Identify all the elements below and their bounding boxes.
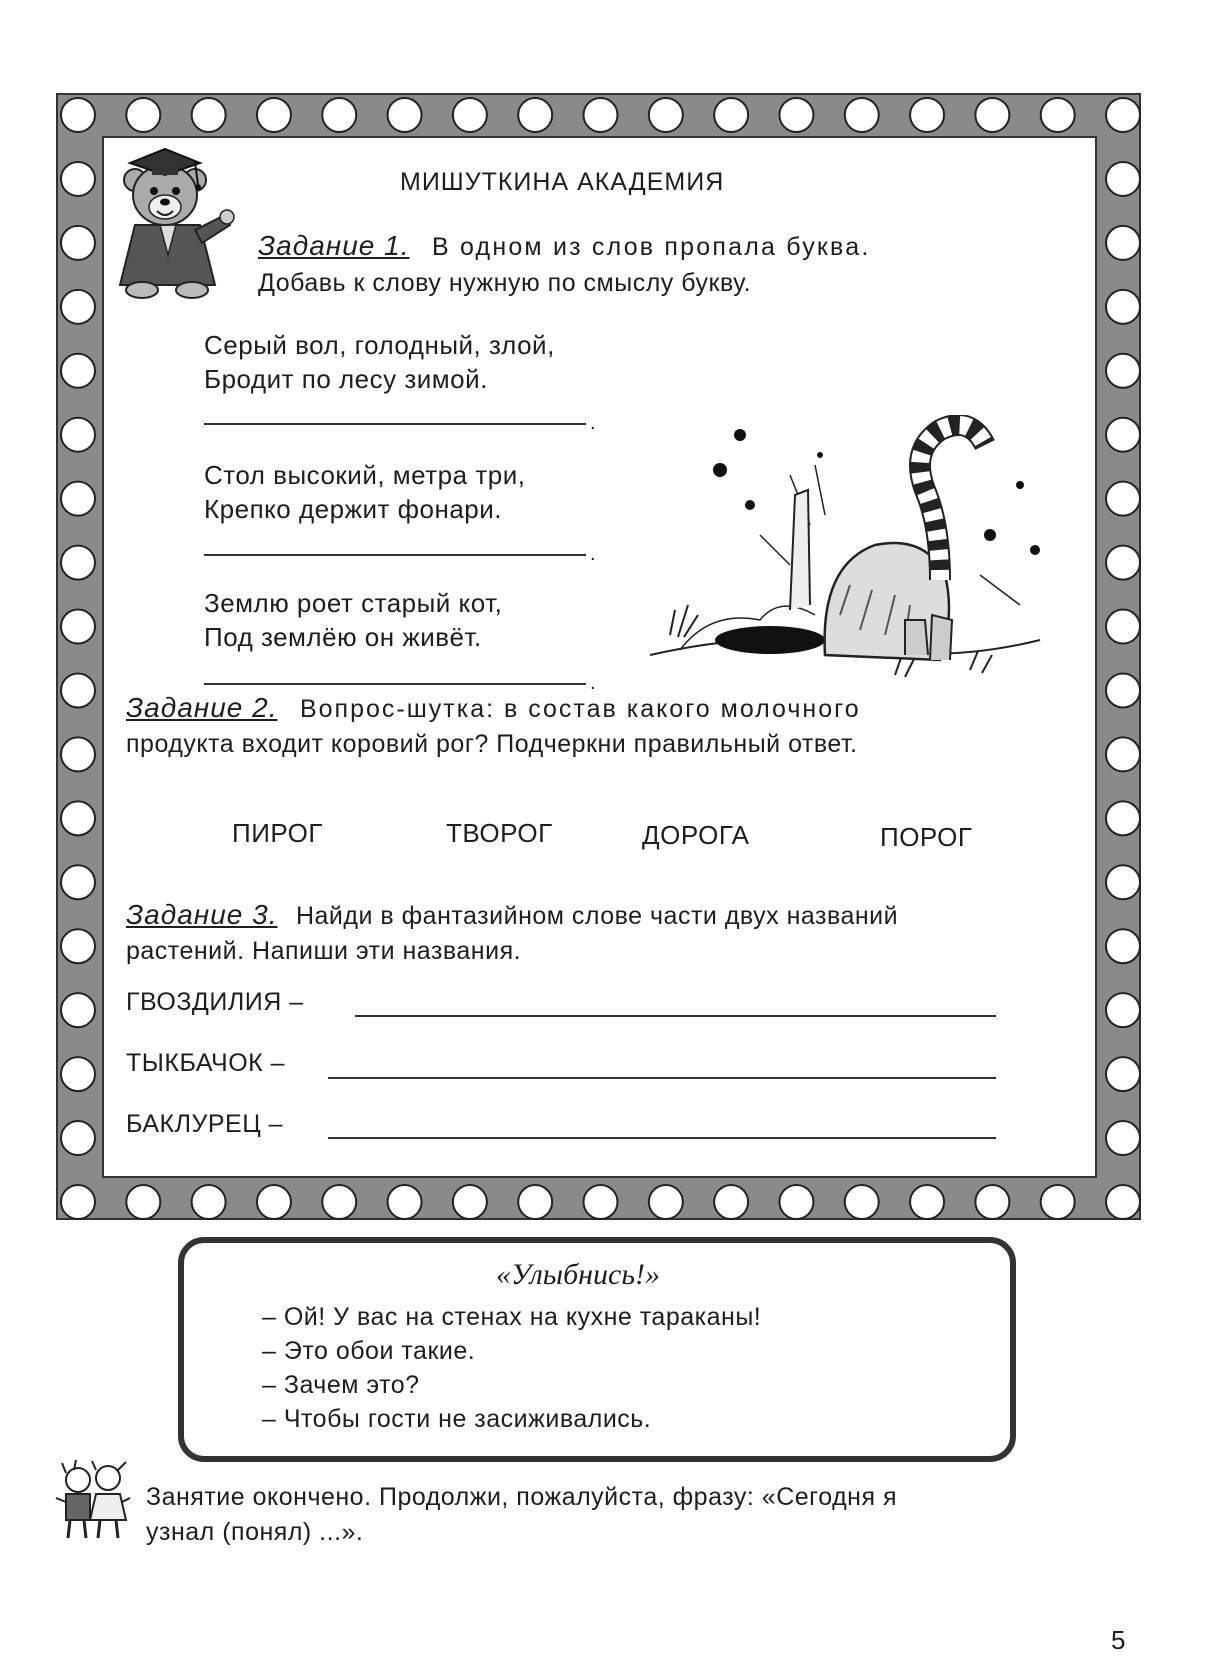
frame-dot	[1106, 865, 1140, 899]
word-baklurets: БАКЛУРЕЦ –	[126, 1110, 284, 1138]
frame-dot	[1106, 1121, 1140, 1155]
frame-dot	[518, 1185, 552, 1219]
frame-dot	[1106, 673, 1140, 707]
frame-dot	[1041, 98, 1075, 132]
cat-digging-illustration	[640, 415, 1060, 700]
frame-dot	[61, 929, 95, 963]
frame-dot	[845, 1185, 879, 1219]
frame-dot	[518, 98, 552, 132]
frame-dot	[1106, 610, 1140, 644]
frame-dot	[61, 993, 95, 1027]
poem-1-line1: Серый вол, голодный, злой,	[204, 330, 555, 360]
frame-dot	[779, 98, 813, 132]
frame-dot	[1106, 418, 1140, 452]
task2-text-line2: продукта входит коровий рог? Подчеркни правильный ответ.	[126, 730, 858, 758]
frame-dot	[192, 98, 226, 132]
joke-line-4: – Чтобы гости не засиживались.	[262, 1405, 652, 1433]
frame-dot	[126, 98, 160, 132]
frame-dot	[910, 98, 944, 132]
frame-dot	[61, 737, 95, 771]
frame-dot	[1106, 98, 1140, 132]
bear-graduate-illustration	[100, 135, 235, 305]
frame-dot	[1106, 1057, 1140, 1091]
answer-line-1[interactable]	[204, 423, 586, 425]
frame-dot	[388, 98, 422, 132]
poem-2	[204, 458, 525, 526]
frame-dot	[1106, 737, 1140, 771]
frame-dot	[910, 1185, 944, 1219]
frame-dot	[61, 673, 95, 707]
task3-label: Задание 3.	[126, 899, 278, 930]
task1-label: Задание 1.	[258, 230, 410, 261]
joke-dialog	[262, 1300, 761, 1436]
answer-line-3-end: .	[590, 672, 596, 694]
frame-dot	[1106, 929, 1140, 963]
option-porog[interactable]: ПОРОГ	[880, 822, 973, 852]
task1-header	[258, 230, 1058, 264]
poem-2-line2: Крепко держит фонари.	[204, 494, 503, 524]
option-tvorog[interactable]: ТВОРОГ	[446, 818, 553, 848]
frame-dot	[845, 98, 879, 132]
frame-dot	[61, 162, 95, 196]
frame-dot	[61, 354, 95, 388]
poem-3	[204, 586, 502, 654]
frame-dot	[714, 1185, 748, 1219]
poem-2-line1: Стол высокий, метра три,	[204, 460, 526, 490]
page-number: 5	[1111, 1625, 1126, 1655]
frame-dot	[61, 546, 95, 580]
answer-line-gvozdiliya[interactable]	[355, 1015, 996, 1017]
joke-line-1: – Ой! У вас на стенах на кухне тараканы!	[262, 1303, 762, 1331]
frame-dot	[61, 290, 95, 324]
footer-line-2: узнал (понял) ...».	[146, 1518, 364, 1546]
frame-dot	[1106, 993, 1140, 1027]
frame-dot	[584, 98, 618, 132]
joke-title: «Улыбнись!»	[496, 1258, 661, 1291]
task3-text-line2: растений. Напиши эти названия.	[126, 937, 522, 965]
frame-dot	[1106, 162, 1140, 196]
frame-dot	[453, 1185, 487, 1219]
answer-line-2[interactable]	[204, 554, 586, 556]
frame-dot	[61, 418, 95, 452]
frame-dot	[61, 801, 95, 835]
frame-dot	[61, 1121, 95, 1155]
frame-dot	[714, 98, 748, 132]
frame-dot	[453, 98, 487, 132]
frame-dot	[1106, 1185, 1140, 1219]
frame-dot	[61, 1057, 95, 1091]
frame-dot	[388, 1185, 422, 1219]
frame-dot	[1106, 482, 1140, 516]
frame-dot	[1106, 290, 1140, 324]
frame-dot	[61, 482, 95, 516]
answer-line-3[interactable]	[204, 683, 586, 685]
task3-text-line1: Найди в фантазийном слове части двух названий	[295, 902, 899, 930]
frame-dot	[61, 610, 95, 644]
task1-text-line2: Добавь к слову нужную по смыслу букву.	[258, 269, 752, 297]
frame-dot	[649, 1185, 683, 1219]
frame-dot	[1106, 226, 1140, 260]
task2-text-line1: Вопрос-шутка: в состав какого молочного	[299, 695, 861, 723]
poem-1	[204, 328, 555, 396]
frame-dot	[61, 98, 95, 132]
frame-dot	[257, 1185, 291, 1219]
frame-dot	[126, 1185, 160, 1219]
task2-label: Задание 2.	[126, 692, 278, 723]
frame-dot	[975, 1185, 1009, 1219]
frame-dot	[61, 1185, 95, 1219]
page-title: МИШУТКИНА АКАДЕМИЯ	[400, 168, 725, 196]
joke-line-3: – Зачем это?	[262, 1371, 420, 1399]
task3-header	[126, 899, 1076, 933]
answer-line-2-end: .	[590, 543, 596, 565]
option-pirog[interactable]: ПИРОГ	[232, 818, 323, 848]
poem-3-line1: Землю роет старый кот,	[204, 588, 503, 618]
frame-dot	[1106, 546, 1140, 580]
frame-dot	[192, 1185, 226, 1219]
footer-text	[146, 1480, 897, 1550]
frame-dot	[1106, 354, 1140, 388]
task2-header	[126, 692, 1076, 726]
answer-line-1-end: .	[590, 412, 596, 434]
frame-dot	[584, 1185, 618, 1219]
frame-dot	[1041, 1185, 1075, 1219]
poem-1-line2: Бродит по лесу зимой.	[204, 364, 488, 394]
joke-line-2: – Это обои такие.	[262, 1337, 476, 1365]
answer-line-baklurets[interactable]	[328, 1137, 996, 1139]
frame-dot	[1106, 801, 1140, 835]
task1-text-line1: В одном из слов пропала буква.	[431, 233, 871, 261]
option-doroga[interactable]: ДОРОГА	[642, 820, 750, 850]
frame-dot	[649, 98, 683, 132]
word-gvozdiliya: ГВОЗДИЛИЯ –	[126, 988, 304, 1016]
frame-dot	[322, 98, 356, 132]
frame-dot	[257, 98, 291, 132]
frame-dot	[975, 98, 1009, 132]
word-tykbachok: ТЫКБАЧОК –	[126, 1049, 286, 1077]
frame-dot	[61, 226, 95, 260]
frame-dot	[779, 1185, 813, 1219]
frame-dot	[61, 865, 95, 899]
frame-dot	[322, 1185, 356, 1219]
footer-line-1: Занятие окончено. Продолжи, пожалуйста, фразу: «Сегодня я	[146, 1483, 897, 1511]
children-icon	[48, 1458, 140, 1543]
answer-line-tykbachok[interactable]	[328, 1077, 996, 1079]
poem-3-line2: Под землёю он живёт.	[204, 622, 482, 652]
